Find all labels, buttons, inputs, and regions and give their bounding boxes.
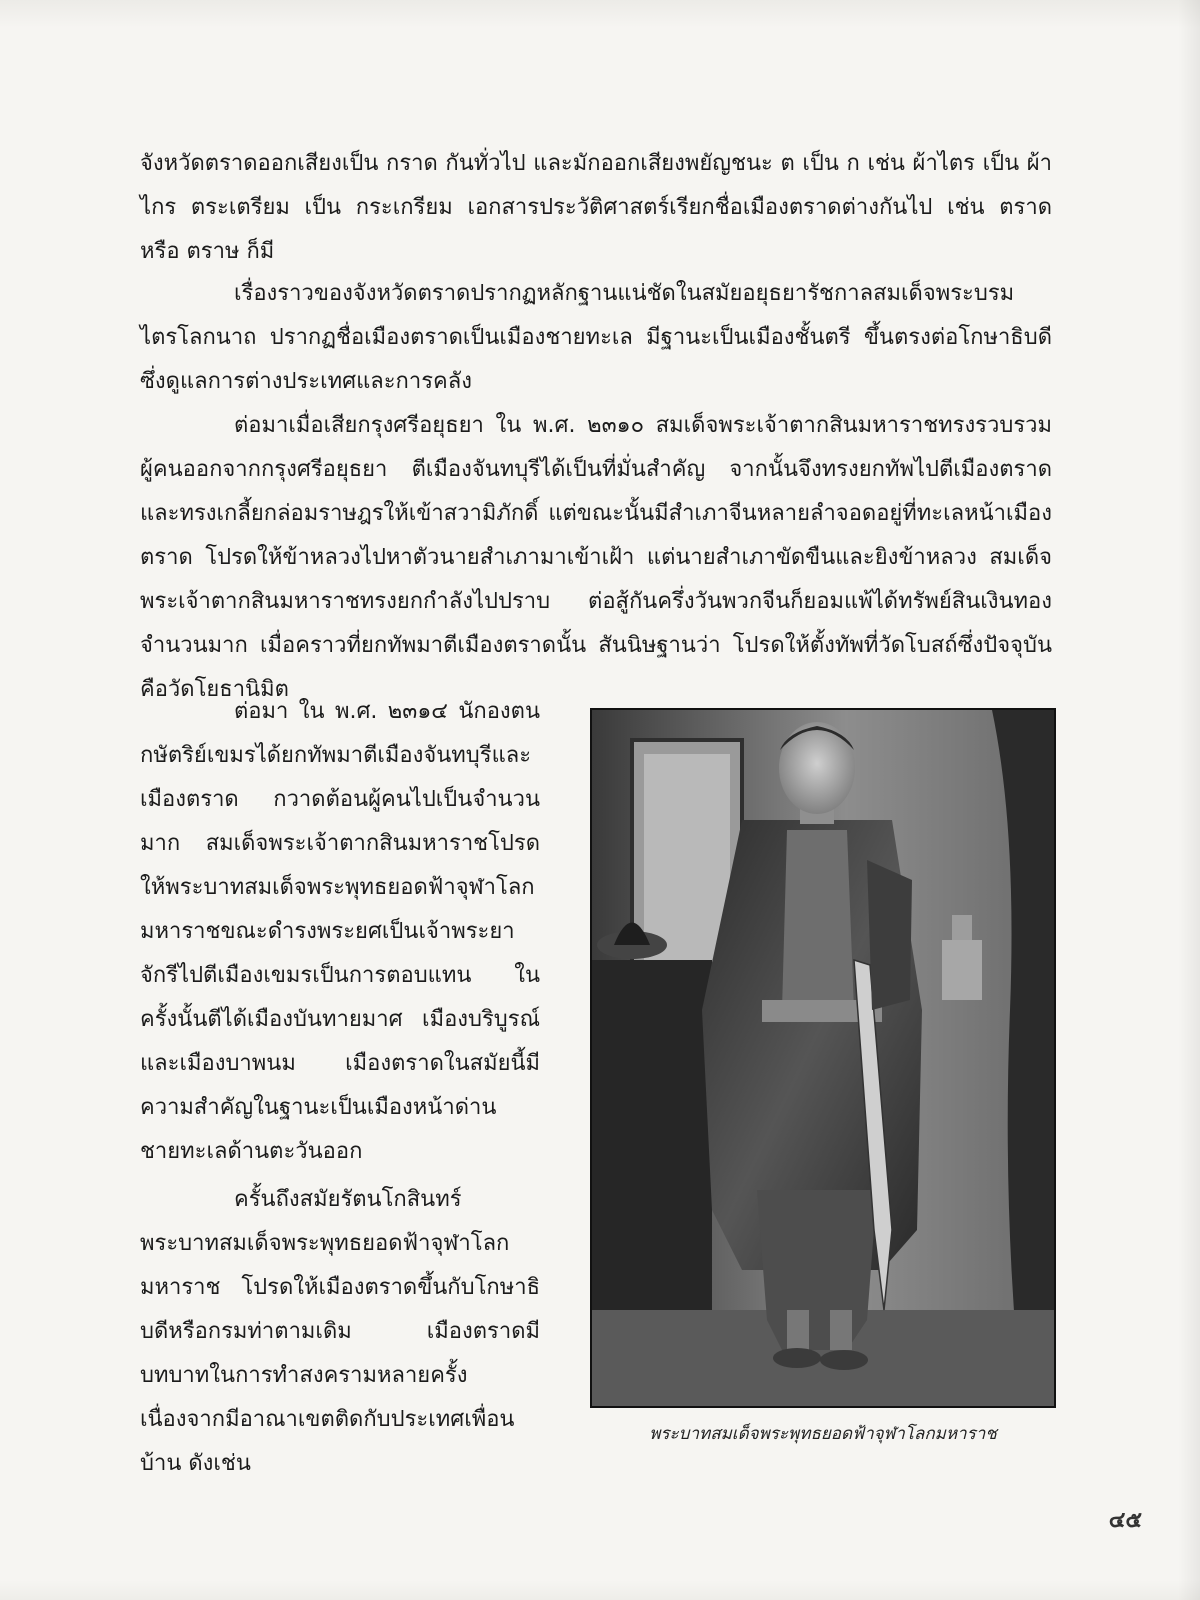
paragraph-1: จังหวัดตราดออกเสียงเป็น กราด กันทั่วไป และมักออกเสียงพยัญชนะ ต เป็น ก เช่น ผ้าไตร เป็น ผ้าไกร ตระเตรียม เป็น กระเกรียม เอกสารประวัติศาสตร์เรียกชื่อเมืองตราดต่างกันไป เช่น ตราด หรือ ตราษ ก็มี xyxy=(140,151,1052,264)
paragraph-4: ต่อมา ใน พ.ศ. ๒๓๑๔ นักองตนกษัตริย์เขมรได้ยกทัพมาตีเมืองจันทบุรีและเมืองตราด กวาดต้อนผู้คนไปเป็นจำนวนมาก สมเด็จพระเจ้าตากสินมหาราชโปรดให้พระบาทสมเด็จพระพุทธยอดฟ้าจุฬาโลกมหาราชขณะดำรงพระยศเป็นเจ้าพระยาจักรีไปตีเมืองเขมรเป็นการตอบแทน ในครั้งนั้นตีได้เมืองบันทายมาศ เมืองบริบูรณ์ และเมืองบาพนม เมืองตราดในสมัยนี้มีความสำคัญในฐานะเป็นเมืองหน้าด่านชายทะเลด้านตะวันออก xyxy=(140,699,540,1164)
figure-caption: พระบาทสมเด็จพระพุทธยอดฟ้าจุฬาโลกมหาราช xyxy=(649,1424,997,1444)
portrait-illustration xyxy=(592,710,1054,1406)
portrait-figure xyxy=(590,708,1056,1408)
paragraph-5: ครั้นถึงสมัยรัตนโกสินทร์ พระบาทสมเด็จพระพุทธยอดฟ้าจุฬาโลกมหาราช โปรดให้เมืองตราดขึ้นกับโกษาธิบดีหรือกรมท่าตามเดิม เมืองตราดมีบทบาทในการทำสงครามหลายครั้ง เนื่องจากมีอาณาเขตติดกับประเทศเพื่อนบ้าน ดังเช่น xyxy=(140,1187,540,1476)
paragraph-2: เรื่องราวของจังหวัดตราดปรากฏหลักฐานแน่ชัดในสมัยอยุธยารัชกาลสมเด็จพระบรมไตรโลกนาถ ปรากฏชื่อเมืองตราดเป็นเมืองชายทะเล มีฐานะเป็นเมืองชั้นตรี ขึ้นตรงต่อโกษาธิบดี ซึ่งดูแลการต่างประเทศและการคลัง xyxy=(140,281,1052,394)
page-edge-shadow xyxy=(1178,0,1200,1600)
page-number: ๔๕ xyxy=(1108,1508,1142,1533)
paragraph-3: ต่อมาเมื่อเสียกรุงศรีอยุธยา ใน พ.ศ. ๒๓๑๐ สมเด็จพระเจ้าตากสินมหาราชทรงรวบรวมผู้คนออกจากกรุงศรีอยุธยา ตีเมืองจันทบุรีได้เป็นที่มั่นสำคัญ จากนั้นจึงทรงยกทัพไปตีเมืองตราดและทรงเกลี้ยกล่อมราษฎรให้เข้าสวามิภักดิ์ แต่ขณะนั้นมีสำเภาจีนหลายลำจอดอยู่ที่ทะเลหน้าเมืองตราด โปรดให้ข้าหลวงไปหาตัวนายสำเภามาเข้าเฝ้า แต่นายสำเภาขัดขืนและยิงข้าหลวง สมเด็จพระเจ้าตากสินมหาราชทรงยกกำลังไปปราบ ต่อสู้กันครึ่งวันพวกจีนก็ยอมแพ้ได้ทรัพย์สินเงินทองจำนวนมาก เมื่อคราวที่ยกทัพมาตีเมืองตราดนั้น สันนิษฐานว่า โปรดให้ตั้งทัพที่วัดโบสถ์ซึ่งปัจจุบันคือวัดโยธานิมิต xyxy=(140,413,1052,702)
